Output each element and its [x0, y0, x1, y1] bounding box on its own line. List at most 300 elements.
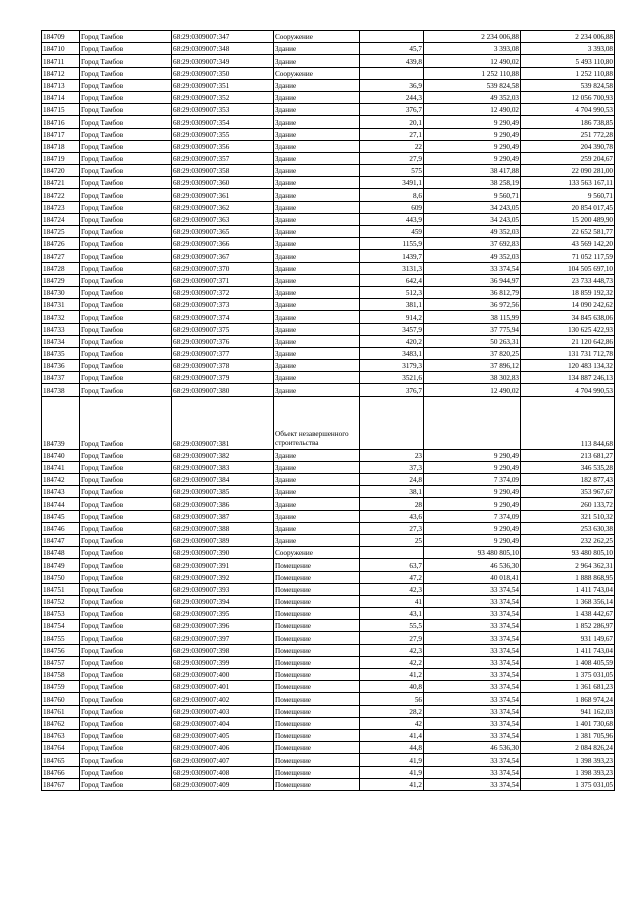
table-row [42, 486, 615, 498]
table-row [42, 299, 615, 311]
locality-cell: Город Тамбов [80, 238, 172, 250]
row-number-cell: 184722 [42, 189, 80, 201]
area-cell [360, 67, 424, 79]
locality-cell: Город Тамбов [80, 754, 172, 766]
area-cell: 575 [360, 165, 424, 177]
object-type-cell: Здание [274, 177, 360, 189]
cadastral-number-cell: 68:29:0309007:399 [172, 656, 274, 668]
specific-value-cell: 33 374,54 [424, 632, 521, 644]
area-cell: 1155,9 [360, 238, 424, 250]
table-row [42, 335, 615, 347]
area-cell: 27,9 [360, 632, 424, 644]
table-row [42, 79, 615, 91]
locality-cell: Город Тамбов [80, 693, 172, 705]
specific-value-cell: 33 374,54 [424, 729, 521, 741]
cadastral-number-cell: 68:29:0309007:380 [172, 384, 274, 396]
cadastral-number-cell: 68:29:0309007:354 [172, 116, 274, 128]
specific-value-cell: 33 374,54 [424, 705, 521, 717]
locality-cell: Город Тамбов [80, 55, 172, 67]
cadastral-number-cell: 68:29:0309007:397 [172, 632, 274, 644]
table-row [42, 474, 615, 486]
specific-value-cell: 7 374,09 [424, 474, 521, 486]
cadastral-number-cell: 68:29:0309007:375 [172, 323, 274, 335]
locality-cell: Город Тамбов [80, 323, 172, 335]
row-number-cell: 184752 [42, 595, 80, 607]
cadastral-value-cell: 23 733 448,73 [521, 274, 615, 286]
cadastral-value-cell: 21 120 642,86 [521, 335, 615, 347]
area-cell: 3491,1 [360, 177, 424, 189]
row-number-cell: 184747 [42, 534, 80, 546]
cadastral-value-cell: 253 630,38 [521, 522, 615, 534]
locality-cell: Город Тамбов [80, 396, 172, 449]
cadastral-number-cell: 68:29:0309007:361 [172, 189, 274, 201]
area-cell: 439,8 [360, 55, 424, 67]
specific-value-cell: 33 374,54 [424, 693, 521, 705]
object-type-cell: Помещение [274, 656, 360, 668]
locality-cell: Город Тамбов [80, 461, 172, 473]
area-cell [360, 31, 424, 43]
locality-cell: Город Тамбов [80, 360, 172, 372]
locality-cell: Город Тамбов [80, 498, 172, 510]
cadastral-value-cell: 1 852 286,97 [521, 620, 615, 632]
table-row [42, 189, 615, 201]
area-cell: 45,7 [360, 43, 424, 55]
row-number-cell: 184725 [42, 226, 80, 238]
row-number-cell: 184750 [42, 571, 80, 583]
cadastral-number-cell: 68:29:0309007:373 [172, 299, 274, 311]
cadastral-value-cell: 931 149,67 [521, 632, 615, 644]
row-number-cell: 184751 [42, 583, 80, 595]
specific-value-cell: 33 374,54 [424, 766, 521, 778]
specific-value-cell: 36 972,56 [424, 299, 521, 311]
locality-cell: Город Тамбов [80, 311, 172, 323]
row-number-cell: 184734 [42, 335, 80, 347]
object-type-cell: Здание [274, 250, 360, 262]
cadastral-value-cell: 1 408 405,59 [521, 656, 615, 668]
cadastral-value-cell: 15 200 489,90 [521, 213, 615, 225]
locality-cell: Город Тамбов [80, 226, 172, 238]
table-row [42, 201, 615, 213]
locality-cell: Город Тамбов [80, 729, 172, 741]
row-number-cell: 184732 [42, 311, 80, 323]
table-row [42, 729, 615, 741]
cadastral-value-cell: 204 390,78 [521, 140, 615, 152]
specific-value-cell: 37 896,12 [424, 360, 521, 372]
specific-value-cell: 33 374,54 [424, 669, 521, 681]
object-type-cell: Помещение [274, 632, 360, 644]
cadastral-value-cell: 5 493 110,80 [521, 55, 615, 67]
table-row [42, 461, 615, 473]
table-row [42, 372, 615, 384]
table-row [42, 449, 615, 461]
row-number-cell: 184766 [42, 766, 80, 778]
locality-cell: Город Тамбов [80, 79, 172, 91]
row-number-cell: 184767 [42, 778, 80, 790]
table-row [42, 396, 615, 449]
locality-cell: Город Тамбов [80, 681, 172, 693]
cadastral-value-cell: 2 964 362,31 [521, 559, 615, 571]
row-number-cell: 184714 [42, 91, 80, 103]
table-row [42, 116, 615, 128]
specific-value-cell: 33 374,54 [424, 262, 521, 274]
table-row [42, 754, 615, 766]
specific-value-cell: 33 374,54 [424, 681, 521, 693]
specific-value-cell: 2 234 006,88 [424, 31, 521, 43]
table-row [42, 360, 615, 372]
area-cell: 42,3 [360, 644, 424, 656]
cadastral-value-cell: 232 262,25 [521, 534, 615, 546]
area-cell: 3131,3 [360, 262, 424, 274]
cadastral-number-cell: 68:29:0309007:352 [172, 91, 274, 103]
area-cell: 36,9 [360, 79, 424, 91]
table-row [42, 128, 615, 140]
cadastral-value-cell: 213 681,27 [521, 449, 615, 461]
cadastral-number-cell: 68:29:0309007:371 [172, 274, 274, 286]
specific-value-cell: 9 290,49 [424, 486, 521, 498]
object-type-cell: Здание [274, 262, 360, 274]
specific-value-cell: 46 536,30 [424, 742, 521, 754]
locality-cell: Город Тамбов [80, 742, 172, 754]
object-type-cell: Сооружение [274, 547, 360, 559]
locality-cell: Город Тамбов [80, 632, 172, 644]
area-cell: 642,4 [360, 274, 424, 286]
object-type-cell: Здание [274, 474, 360, 486]
object-type-cell: Сооружение [274, 67, 360, 79]
row-number-cell: 184757 [42, 656, 80, 668]
locality-cell: Город Тамбов [80, 213, 172, 225]
object-type-cell: Помещение [274, 754, 360, 766]
object-type-cell: Здание [274, 140, 360, 152]
table-row [42, 583, 615, 595]
object-type-cell: Сооружение [274, 31, 360, 43]
cadastral-value-cell: 186 738,85 [521, 116, 615, 128]
row-number-cell: 184720 [42, 165, 80, 177]
area-cell: 43,6 [360, 510, 424, 522]
area-cell: 443,9 [360, 213, 424, 225]
cadastral-value-cell: 22 090 281,00 [521, 165, 615, 177]
locality-cell: Город Тамбов [80, 177, 172, 189]
cadastral-value-cell: 353 967,67 [521, 486, 615, 498]
specific-value-cell: 93 480 805,10 [424, 547, 521, 559]
table-row [42, 31, 615, 43]
object-type-cell: Здание [274, 189, 360, 201]
cadastral-number-cell: 68:29:0309007:394 [172, 595, 274, 607]
locality-cell: Город Тамбов [80, 116, 172, 128]
specific-value-cell: 33 374,54 [424, 595, 521, 607]
row-number-cell: 184754 [42, 620, 80, 632]
locality-cell: Город Тамбов [80, 644, 172, 656]
table-row [42, 165, 615, 177]
table-row [42, 693, 615, 705]
row-number-cell: 184721 [42, 177, 80, 189]
object-type-cell: Здание [274, 534, 360, 546]
cadastral-number-cell: 68:29:0309007:405 [172, 729, 274, 741]
row-number-cell: 184759 [42, 681, 80, 693]
object-type-cell: Здание [274, 510, 360, 522]
locality-cell: Город Тамбов [80, 165, 172, 177]
specific-value-cell: 1 252 110,88 [424, 67, 521, 79]
object-type-cell: Помещение [274, 766, 360, 778]
table-row [42, 681, 615, 693]
locality-cell: Город Тамбов [80, 522, 172, 534]
cadastral-value-cell: 12 056 700,93 [521, 91, 615, 103]
row-number-cell: 184730 [42, 286, 80, 298]
locality-cell: Город Тамбов [80, 286, 172, 298]
specific-value-cell: 46 536,30 [424, 559, 521, 571]
object-type-cell: Помещение [274, 778, 360, 790]
specific-value-cell: 38 417,88 [424, 165, 521, 177]
row-number-cell: 184738 [42, 384, 80, 396]
locality-cell: Город Тамбов [80, 372, 172, 384]
cadastral-number-cell: 68:29:0309007:407 [172, 754, 274, 766]
locality-cell: Город Тамбов [80, 547, 172, 559]
row-number-cell: 184758 [42, 669, 80, 681]
table-row [42, 705, 615, 717]
table-row [42, 323, 615, 335]
cadastral-number-cell: 68:29:0309007:362 [172, 201, 274, 213]
specific-value-cell: 49 352,03 [424, 226, 521, 238]
row-number-cell: 184729 [42, 274, 80, 286]
cadastral-number-cell: 68:29:0309007:396 [172, 620, 274, 632]
specific-value-cell: 12 490,02 [424, 384, 521, 396]
specific-value-cell: 33 374,54 [424, 644, 521, 656]
table-row [42, 55, 615, 67]
object-type-cell: Здание [274, 238, 360, 250]
object-type-cell: Здание [274, 152, 360, 164]
row-number-cell: 184748 [42, 547, 80, 559]
cadastral-value-cell: 14 090 242,62 [521, 299, 615, 311]
table-row [42, 274, 615, 286]
row-number-cell: 184743 [42, 486, 80, 498]
area-cell: 56 [360, 693, 424, 705]
cadastral-value-cell: 9 560,71 [521, 189, 615, 201]
table-row [42, 498, 615, 510]
cadastral-value-cell: 130 625 422,93 [521, 323, 615, 335]
locality-cell: Город Тамбов [80, 128, 172, 140]
locality-cell: Город Тамбов [80, 104, 172, 116]
row-number-cell: 184765 [42, 754, 80, 766]
area-cell [360, 547, 424, 559]
cadastral-value-cell: 321 510,32 [521, 510, 615, 522]
cadastral-number-cell: 68:29:0309007:389 [172, 534, 274, 546]
specific-value-cell: 33 374,54 [424, 656, 521, 668]
row-number-cell: 184719 [42, 152, 80, 164]
row-number-cell: 184709 [42, 31, 80, 43]
specific-value-cell: 3 393,08 [424, 43, 521, 55]
cadastral-value-cell: 539 824,58 [521, 79, 615, 91]
table-row [42, 177, 615, 189]
table-row [42, 67, 615, 79]
area-cell: 27,3 [360, 522, 424, 534]
table-row [42, 286, 615, 298]
specific-value-cell: 37 775,94 [424, 323, 521, 335]
table-row [42, 717, 615, 729]
table-row [42, 510, 615, 522]
object-type-cell: Здание [274, 201, 360, 213]
locality-cell: Город Тамбов [80, 486, 172, 498]
cadastral-number-cell: 68:29:0309007:379 [172, 372, 274, 384]
area-cell: 41 [360, 595, 424, 607]
row-number-cell: 184733 [42, 323, 80, 335]
locality-cell: Город Тамбов [80, 534, 172, 546]
cadastral-number-cell: 68:29:0309007:391 [172, 559, 274, 571]
object-type-cell: Здание [274, 116, 360, 128]
cadastral-value-cell: 34 845 638,06 [521, 311, 615, 323]
row-number-cell: 184735 [42, 347, 80, 359]
row-number-cell: 184711 [42, 55, 80, 67]
row-number-cell: 184717 [42, 128, 80, 140]
area-cell: 459 [360, 226, 424, 238]
cadastral-number-cell: 68:29:0309007:350 [172, 67, 274, 79]
object-type-cell: Помещение [274, 681, 360, 693]
cadastral-value-cell: 18 859 192,32 [521, 286, 615, 298]
locality-cell: Город Тамбов [80, 43, 172, 55]
cadastral-number-cell: 68:29:0309007:351 [172, 79, 274, 91]
object-type-cell: Объект незавершенного строительства [274, 396, 360, 449]
row-number-cell: 184753 [42, 608, 80, 620]
area-cell: 38,1 [360, 486, 424, 498]
cadastral-value-cell: 182 877,43 [521, 474, 615, 486]
locality-cell: Город Тамбов [80, 91, 172, 103]
locality-cell: Город Тамбов [80, 189, 172, 201]
cadastral-number-cell: 68:29:0309007:382 [172, 449, 274, 461]
area-cell [360, 396, 424, 449]
object-type-cell: Здание [274, 461, 360, 473]
area-cell: 20,1 [360, 116, 424, 128]
cadastral-value-cell: 1 411 743,04 [521, 644, 615, 656]
cadastral-value-cell: 1 368 356,14 [521, 595, 615, 607]
specific-value-cell: 539 824,58 [424, 79, 521, 91]
cadastral-value-cell: 346 535,28 [521, 461, 615, 473]
locality-cell: Город Тамбов [80, 67, 172, 79]
locality-cell: Город Тамбов [80, 474, 172, 486]
area-cell: 28 [360, 498, 424, 510]
row-number-cell: 184731 [42, 299, 80, 311]
cadastral-value-cell: 133 563 167,11 [521, 177, 615, 189]
object-type-cell: Помещение [274, 595, 360, 607]
cadastral-value-cell: 260 133,72 [521, 498, 615, 510]
specific-value-cell: 34 243,05 [424, 213, 521, 225]
row-number-cell: 184756 [42, 644, 80, 656]
specific-value-cell: 38 115,99 [424, 311, 521, 323]
table-row [42, 250, 615, 262]
locality-cell: Город Тамбов [80, 152, 172, 164]
table-row [42, 766, 615, 778]
cadastral-value-cell: 1 398 393,23 [521, 766, 615, 778]
cadastral-value-cell: 104 505 697,10 [521, 262, 615, 274]
cadastral-number-cell: 68:29:0309007:393 [172, 583, 274, 595]
cadastral-value-cell: 259 204,67 [521, 152, 615, 164]
area-cell: 44,8 [360, 742, 424, 754]
table-row [42, 608, 615, 620]
area-cell: 41,2 [360, 669, 424, 681]
area-cell: 609 [360, 201, 424, 213]
object-type-cell: Здание [274, 79, 360, 91]
cadastral-number-cell: 68:29:0309007:384 [172, 474, 274, 486]
locality-cell: Город Тамбов [80, 620, 172, 632]
table-row [42, 384, 615, 396]
row-number-cell: 184713 [42, 79, 80, 91]
locality-cell: Город Тамбов [80, 140, 172, 152]
cadastral-value-cell: 2 234 006,88 [521, 31, 615, 43]
cadastral-value-cell: 1 888 868,95 [521, 571, 615, 583]
cadastral-number-cell: 68:29:0309007:353 [172, 104, 274, 116]
cadastral-number-cell: 68:29:0309007:385 [172, 486, 274, 498]
cadastral-value-cell: 4 704 990,53 [521, 384, 615, 396]
specific-value-cell: 33 374,54 [424, 717, 521, 729]
specific-value-cell [424, 396, 521, 449]
cadastral-value-cell: 120 483 134,32 [521, 360, 615, 372]
object-type-cell: Здание [274, 522, 360, 534]
area-cell: 22 [360, 140, 424, 152]
row-number-cell: 184739 [42, 396, 80, 449]
object-type-cell: Здание [274, 384, 360, 396]
row-number-cell: 184746 [42, 522, 80, 534]
locality-cell: Город Тамбов [80, 705, 172, 717]
object-type-cell: Помещение [274, 729, 360, 741]
row-number-cell: 184741 [42, 461, 80, 473]
specific-value-cell: 33 374,54 [424, 583, 521, 595]
object-type-cell: Здание [274, 311, 360, 323]
row-number-cell: 184718 [42, 140, 80, 152]
cadastral-value-cell: 43 569 142,20 [521, 238, 615, 250]
object-type-cell: Здание [274, 347, 360, 359]
object-type-cell: Здание [274, 323, 360, 335]
locality-cell: Город Тамбов [80, 510, 172, 522]
row-number-cell: 184716 [42, 116, 80, 128]
object-type-cell: Здание [274, 486, 360, 498]
cadastral-value-cell: 2 084 826,24 [521, 742, 615, 754]
cadastral-number-cell: 68:29:0309007:383 [172, 461, 274, 473]
row-number-cell: 184762 [42, 717, 80, 729]
cadastral-number-cell: 68:29:0309007:376 [172, 335, 274, 347]
locality-cell: Город Тамбов [80, 31, 172, 43]
object-type-cell: Здание [274, 43, 360, 55]
specific-value-cell: 34 243,05 [424, 201, 521, 213]
object-type-cell: Здание [274, 128, 360, 140]
table-row [42, 311, 615, 323]
row-number-cell: 184755 [42, 632, 80, 644]
area-cell: 63,7 [360, 559, 424, 571]
cadastral-value-cell: 1 868 974,24 [521, 693, 615, 705]
specific-value-cell: 49 352,03 [424, 250, 521, 262]
cadastral-value-cell: 1 401 730,68 [521, 717, 615, 729]
specific-value-cell: 36 944,97 [424, 274, 521, 286]
area-cell: 41,2 [360, 778, 424, 790]
table-row [42, 91, 615, 103]
specific-value-cell: 9 290,49 [424, 461, 521, 473]
cadastral-number-cell: 68:29:0309007:388 [172, 522, 274, 534]
area-cell: 42,3 [360, 583, 424, 595]
object-type-cell: Помещение [274, 583, 360, 595]
table-row [42, 595, 615, 607]
specific-value-cell: 9 290,49 [424, 152, 521, 164]
area-cell: 27,1 [360, 128, 424, 140]
specific-value-cell: 38 258,19 [424, 177, 521, 189]
area-cell: 376,7 [360, 384, 424, 396]
area-cell: 43,1 [360, 608, 424, 620]
table-row [42, 140, 615, 152]
cadastral-number-cell: 68:29:0309007:392 [172, 571, 274, 583]
area-cell: 40,8 [360, 681, 424, 693]
object-type-cell: Здание [274, 286, 360, 298]
area-cell: 42 [360, 717, 424, 729]
cadastral-number-cell: 68:29:0309007:367 [172, 250, 274, 262]
locality-cell: Город Тамбов [80, 717, 172, 729]
cadastral-value-cell: 93 480 805,10 [521, 547, 615, 559]
table-row [42, 347, 615, 359]
area-cell: 55,5 [360, 620, 424, 632]
